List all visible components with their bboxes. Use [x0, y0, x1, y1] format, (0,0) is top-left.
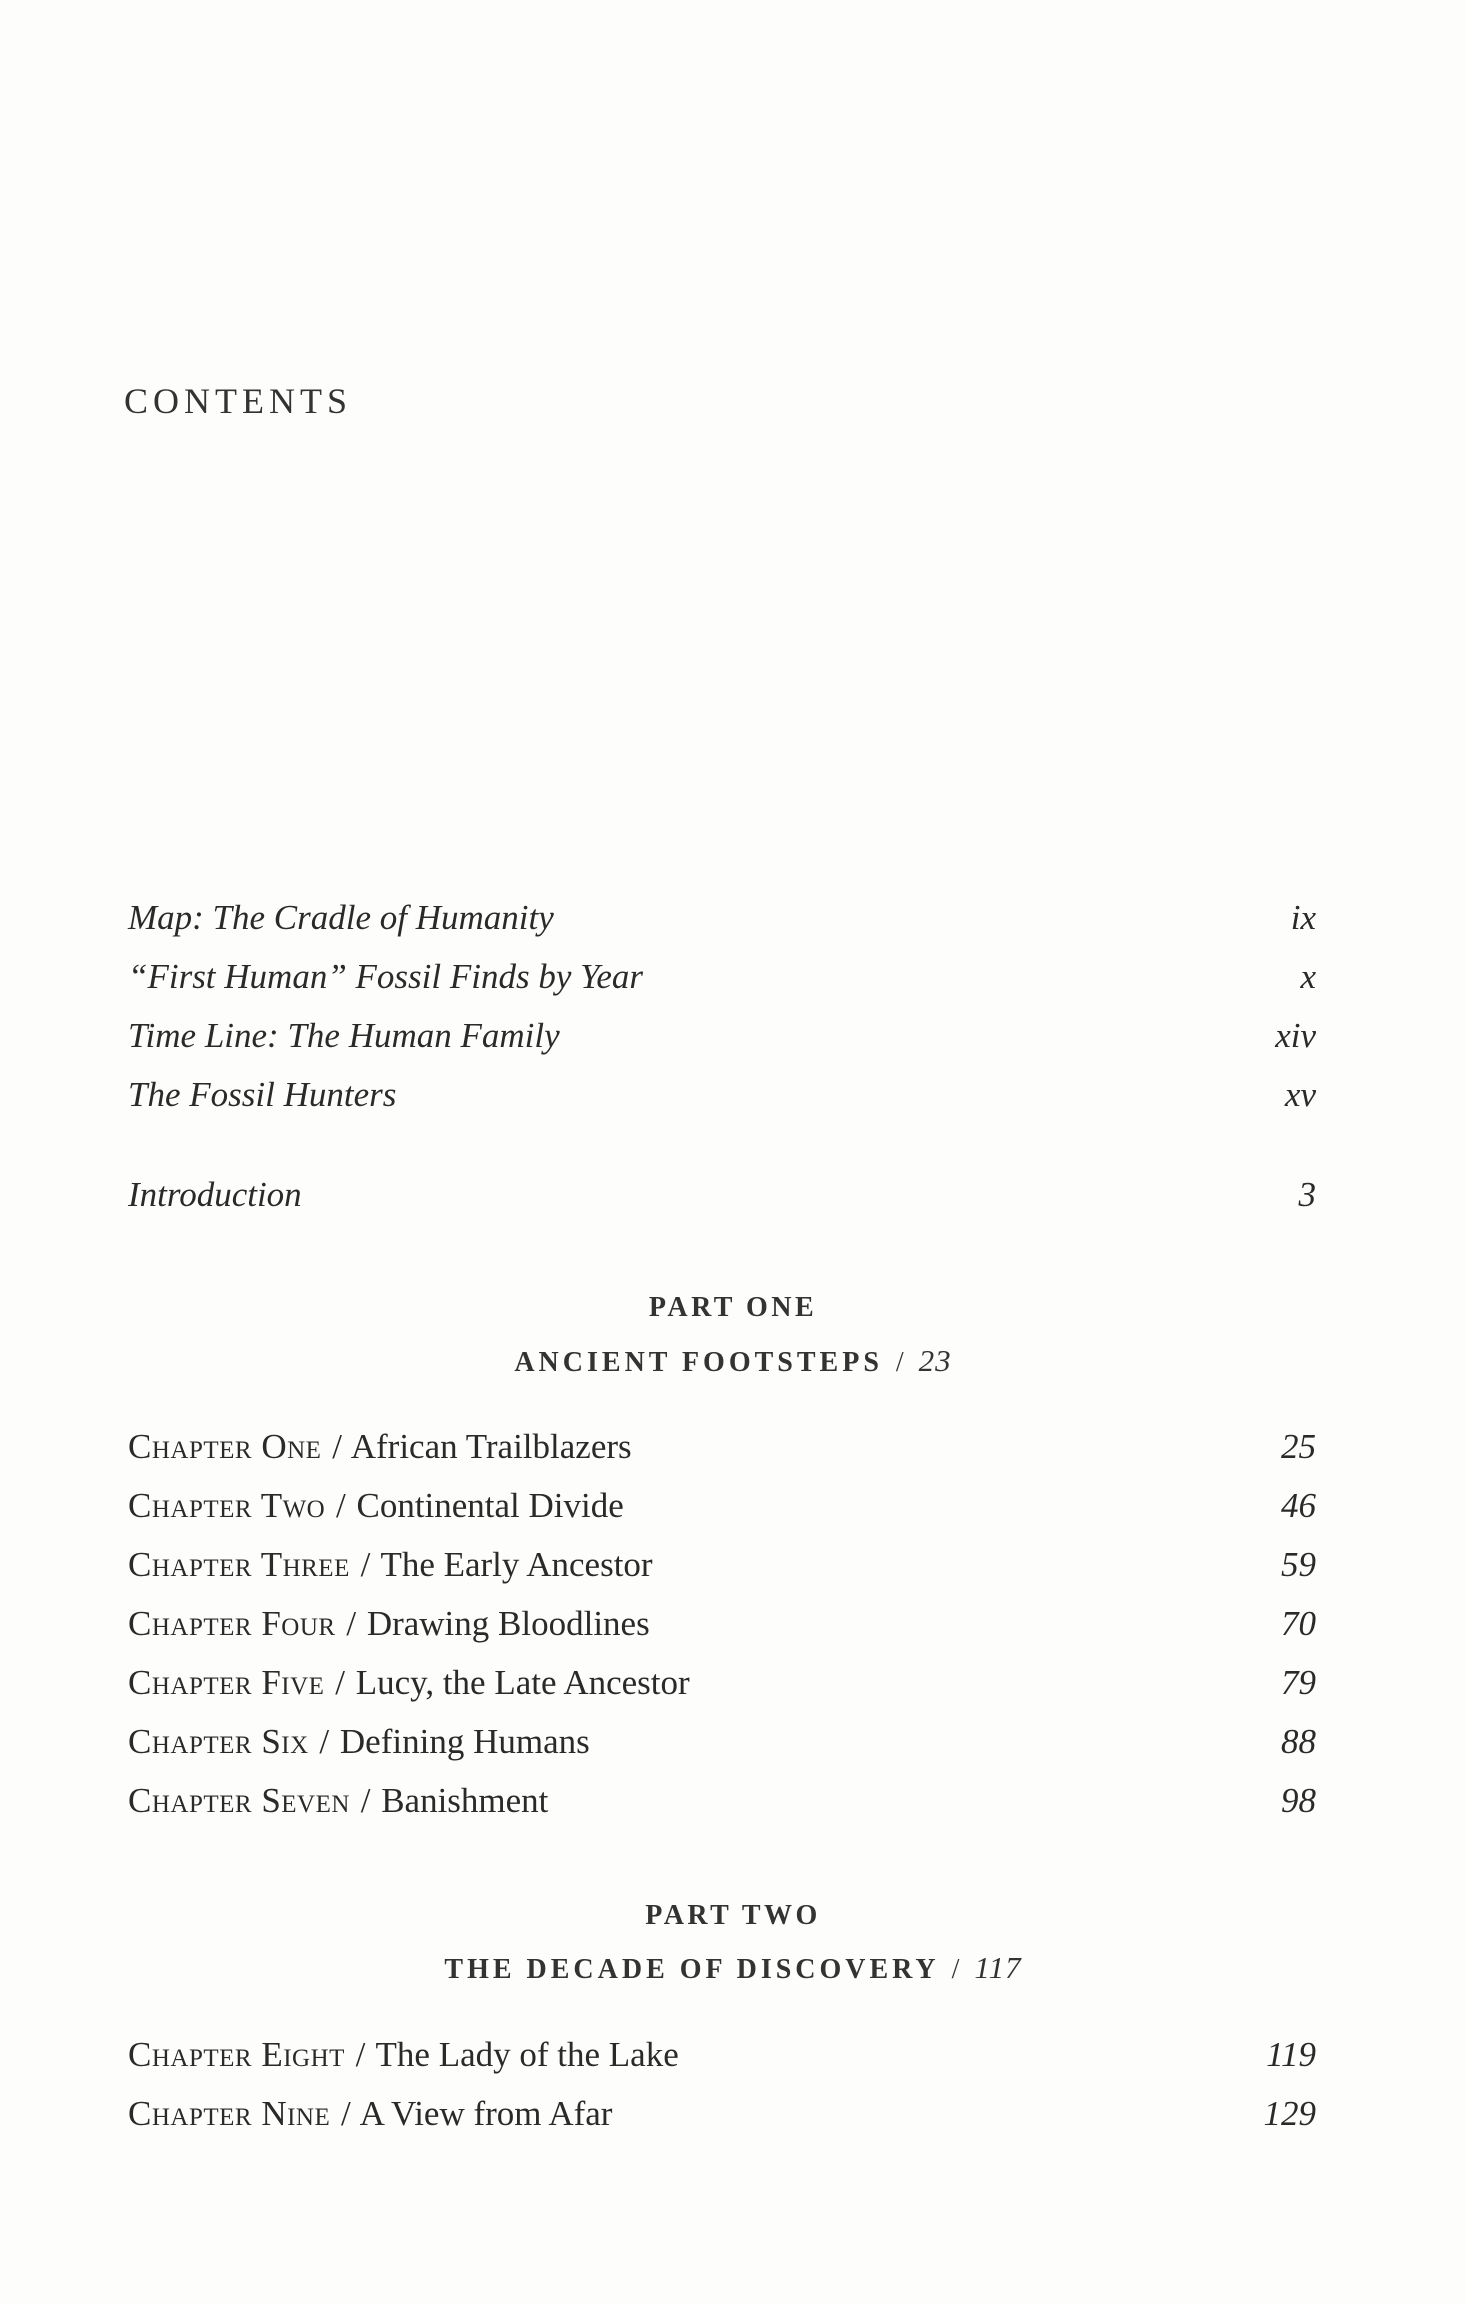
- chapter-title: The Early Ancestor: [380, 1545, 653, 1584]
- chapter-page: 79: [1281, 1663, 1316, 1702]
- part-two-title[interactable]: [0, 1950, 1466, 1986]
- toc-chapter-three[interactable]: [128, 1540, 1316, 1590]
- chapter-separator: /: [332, 1427, 342, 1466]
- toc-entry-title: Time Line: The Human Family: [128, 1016, 560, 1055]
- toc-entry-fossil-finds[interactable]: [128, 952, 1316, 1002]
- chapter-title: African Trailblazers: [350, 1427, 632, 1466]
- part-one-label: PART ONE: [648, 1292, 818, 1323]
- toc-entry-page: ix: [1290, 898, 1316, 937]
- part-title-separator: /: [951, 1954, 962, 1985]
- toc-entry-map[interactable]: [128, 893, 1316, 943]
- toc-chapter-eight[interactable]: [128, 2030, 1316, 2080]
- chapter-title: The Lady of the Lake: [375, 2035, 679, 2074]
- chapter-page: 46: [1281, 1486, 1316, 1525]
- chapter-separator: /: [355, 2035, 366, 2074]
- chapter-number: Chapter Six: [128, 1722, 309, 1761]
- chapter-number: Chapter Seven: [128, 1781, 350, 1820]
- toc-chapter-nine[interactable]: [128, 2089, 1316, 2139]
- chapter-number: Chapter Nine: [128, 2094, 331, 2133]
- chapter-number: Chapter One: [128, 1427, 322, 1466]
- part-title-text: ANCIENT FOOTSTEPS: [514, 1347, 883, 1378]
- toc-chapter-five[interactable]: [128, 1658, 1316, 1708]
- part-title-separator: /: [895, 1347, 906, 1378]
- toc-entry-title: “First Human” Fossil Finds by Year: [128, 957, 644, 996]
- chapter-number: Chapter Eight: [128, 2035, 345, 2074]
- toc-entry-fossil-hunters[interactable]: [128, 1070, 1316, 1120]
- chapter-number: Chapter Five: [128, 1663, 325, 1702]
- toc-chapter-four[interactable]: [128, 1599, 1316, 1649]
- chapter-number: Chapter Three: [128, 1545, 350, 1584]
- chapter-separator: /: [335, 1486, 346, 1525]
- toc-entry-page: xiv: [1275, 1016, 1316, 1055]
- toc-chapter-one[interactable]: [128, 1422, 1316, 1472]
- toc-entry-page: x: [1300, 957, 1316, 996]
- toc-entry-page: 3: [1298, 1175, 1316, 1214]
- chapter-separator: /: [360, 1545, 371, 1584]
- toc-entry-title: Introduction: [128, 1175, 302, 1214]
- part-title-page: 117: [974, 1950, 1022, 1985]
- part-title-page: 23: [918, 1343, 952, 1378]
- part-one-title[interactable]: [0, 1343, 1466, 1379]
- chapter-title: Continental Divide: [356, 1486, 624, 1525]
- chapter-title: Lucy, the Late Ancestor: [355, 1663, 690, 1702]
- chapter-page: 98: [1281, 1781, 1316, 1820]
- toc-chapter-seven[interactable]: [128, 1776, 1316, 1826]
- chapter-separator: /: [335, 1663, 345, 1702]
- toc-entry-introduction[interactable]: [128, 1170, 1316, 1220]
- chapter-title: Banishment: [381, 1781, 549, 1820]
- chapter-number: Chapter Two: [128, 1486, 326, 1525]
- contents-heading: CONTENTS: [124, 381, 352, 421]
- toc-entry-time-line[interactable]: [128, 1011, 1316, 1061]
- chapter-page: 129: [1263, 2094, 1316, 2133]
- chapter-page: 70: [1281, 1604, 1316, 1643]
- chapter-page: 88: [1281, 1722, 1316, 1761]
- chapter-separator: /: [346, 1604, 357, 1643]
- chapter-page: 59: [1281, 1545, 1316, 1584]
- toc-entry-title: Map: The Cradle of Humanity: [128, 898, 554, 937]
- chapter-page: 25: [1281, 1427, 1316, 1466]
- toc-chapter-six[interactable]: [128, 1717, 1316, 1767]
- chapter-number: Chapter Four: [128, 1604, 336, 1643]
- chapter-title: Defining Humans: [339, 1722, 590, 1761]
- chapter-title: A View from Afar: [359, 2094, 613, 2133]
- toc-chapter-two[interactable]: [128, 1481, 1316, 1531]
- chapter-title: Drawing Bloodlines: [366, 1604, 650, 1643]
- chapter-separator: /: [360, 1781, 371, 1820]
- chapter-separator: /: [341, 2094, 351, 2133]
- part-title-text: THE DECADE OF DISCOVERY: [444, 1954, 939, 1985]
- chapter-page: 119: [1266, 2035, 1316, 2074]
- chapter-separator: /: [319, 1722, 330, 1761]
- toc-entry-page: xv: [1284, 1075, 1316, 1114]
- part-two-label: PART TWO: [645, 1900, 821, 1931]
- toc-entry-title: The Fossil Hunters: [128, 1075, 397, 1114]
